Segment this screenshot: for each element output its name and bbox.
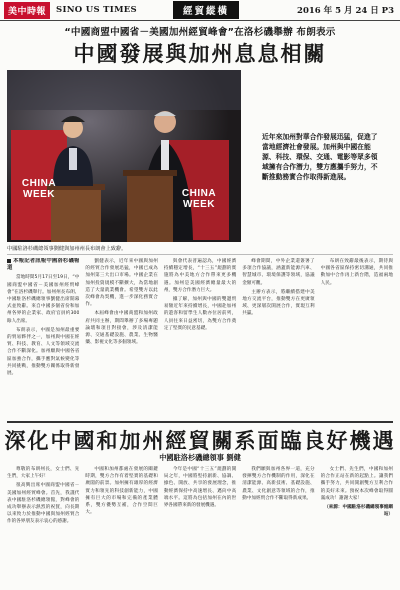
paragraph: 據了解，加州與中國的雙邊貿易額近年來持續增長，中國赴加州的遊客和留學生人數亦位居前列，人員往來日益密切，為雙方合作奠定了堅實的民意基礎。: [163, 297, 237, 331]
article2-column: [242, 466, 314, 584]
article1-column: [85, 258, 157, 418]
paragraph: 當地時間5月17日至19日，“中國商盟中國省－美國加州經貿峰會”在洛杉磯舉行。加州州長布朗、中國駐洛杉磯總領事劉健出席開幕式並致辭。來自中國多個省份和加州各界的企業家、政府官員約300餘人出席。: [7, 275, 80, 324]
article2-body: [7, 466, 393, 584]
paragraph: 中國和加州都處在發展的關鍵時期，雙方合作有着堅實的基礎和廣闊的前景。加州擁有雄厚的經濟實力和領先的科技創新能力，中國擁有巨大的市場和完備的產業體系，雙方優勢互補，合作空間巨大。: [85, 467, 158, 516]
newspaper-logo: 美中時報: [4, 2, 50, 19]
article-kicker: “中國商盟中國省－美國加州經貿峰會”在洛杉磯舉辦 布朗表示: [64, 27, 336, 38]
pull-quote: 近年來加州對華合作發展迅猛，促進了當地經濟社會發展。加州與中國在能源、科技、環保、交通、電影等眾多領域擁有合作潛力，雙方應攜手努力，不斷推動務實合作取得新進展。: [262, 133, 378, 181]
masthead: [0, 0, 400, 21]
article2-byline: 中國駐洛杉磯總領事 劉健: [159, 453, 241, 462]
paragraph: 我們願與加州各界一道，充分發揮雙方合作機制的作用，深化在清潔能源、高新技術、基礎設施、農業、文化創意等領域的合作，推動中加經貿合作不斷取得新成果。: [242, 467, 315, 501]
article2-column: [85, 466, 157, 584]
article1-subhead: [7, 258, 79, 272]
paragraph: 與會代表普遍認為，中國經濟持續穩定增長，“十三五”規劃的實施將為中美地方合作帶來更多機遇。加州是美國經濟總量最大的州，雙方合作潛力巨大。: [163, 259, 237, 293]
article1-column: [7, 258, 79, 418]
paragraph: 今年是中國“十三五”規劃的開局之年，中國將堅持創新、協調、綠色、開放、共享的發展理念，推動經濟保持中高速增長、邁向中高端水平。這將為包括加州在內的世界各國帶來新的發展機遇。: [163, 467, 237, 509]
article2-column: [7, 466, 79, 584]
issue-date: 2016 年 5 月 24 日 P3: [297, 6, 394, 16]
article2-source: （來源：中國駐洛杉磯總領事館網站）: [324, 505, 394, 518]
paragraph: 本屆峰會由中國商盟和加州政府共同主辦，期間舉辦了多場專題論壇和項目對接會，涉及清潔能源、交通基礎設施、農業、生物醫藥、影視文化等多個領域。: [85, 311, 158, 346]
paragraph: 劉健表示，近年來中國與加州的經貿合作發展迅猛，中國已成為加州第三大出口市場。中國企業在加州投資規模不斷擴大，為當地創造了大量就業機會。希望雙方以此次峰會為契機，進一步深化務實合作。: [85, 259, 158, 308]
article1-column: [321, 258, 393, 418]
paragraph: 很高興出席中國商盟中國省－美國加州經貿峰會。首先，我謹代表中國駐洛杉磯總領館，對峰會的成功舉辦表示熱烈的祝賀，向長期以來致力於推動中國與加州經貿合作的各界朋友表示衷心的感謝。: [7, 483, 80, 525]
paragraph: 布朗表示，中國是加州最重要的貿易夥伴之一，加州與中國在經貿、科技、教育、人文等領域交流合作不斷深化。加州願與中國各省區加強合作，攜手應對氣候變化等共同挑戰，推動雙方關係取得新發展。: [7, 327, 80, 377]
paragraph: 女士們、先生們，中國和加州的合作正站在新的起點上。讓我們攜手努力，共同開創雙方互利合作的美好未來。預祝本次峰會取得圓滿成功！謝謝大家！: [320, 467, 394, 501]
article1-body: [7, 258, 393, 418]
section-label: 經貿縱橫: [173, 1, 239, 19]
article1-column: [242, 258, 314, 418]
article-headline: 中國發展與加州息息相關: [73, 42, 327, 66]
article2-column: [321, 466, 393, 584]
article2-column: [164, 466, 236, 584]
newspaper-name-en: SINO US TIMES: [56, 5, 138, 15]
event-photo-illustration: [7, 70, 241, 242]
photo-caption: 中國駐洛杉磯總領事劉健與加州州長布朗會上致辭。: [7, 246, 127, 252]
paragraph: 峰會期間，中外企業還簽署了多項合作協議，涵蓋新能源汽車、智慧城市、環境保護等領域，協議金額可觀。: [242, 259, 315, 286]
banner-china-week-right: CHINA WEEK: [181, 188, 217, 210]
section-divider: [7, 421, 393, 423]
bullet-square-icon: [7, 259, 11, 263]
banner-china-week-left: CHINA WEEK: [21, 178, 57, 200]
paragraph: 尊敬的布朗州長，女士們、先生們，大家上午好！: [7, 467, 80, 480]
article1-subhead-text: 本報記者訊報中國洛杉磯報道: [7, 258, 80, 272]
divider: [7, 254, 393, 255]
paragraph: 布朗在致辭最後表示，期待與中國各省區保持密切溝通，共同推動加中合作再上新台階，造福兩地人民。: [320, 259, 394, 286]
paragraph: 主辦方表示，將繼續搭建中美地方交流平台，推動雙方在更廣領域、更深層次開展合作，實現互利共贏。: [242, 289, 315, 317]
article1-column: [164, 258, 236, 418]
article2-headline: 深化中國和加州經貿關系面臨良好機遇: [4, 429, 396, 453]
event-photo: [7, 70, 241, 242]
